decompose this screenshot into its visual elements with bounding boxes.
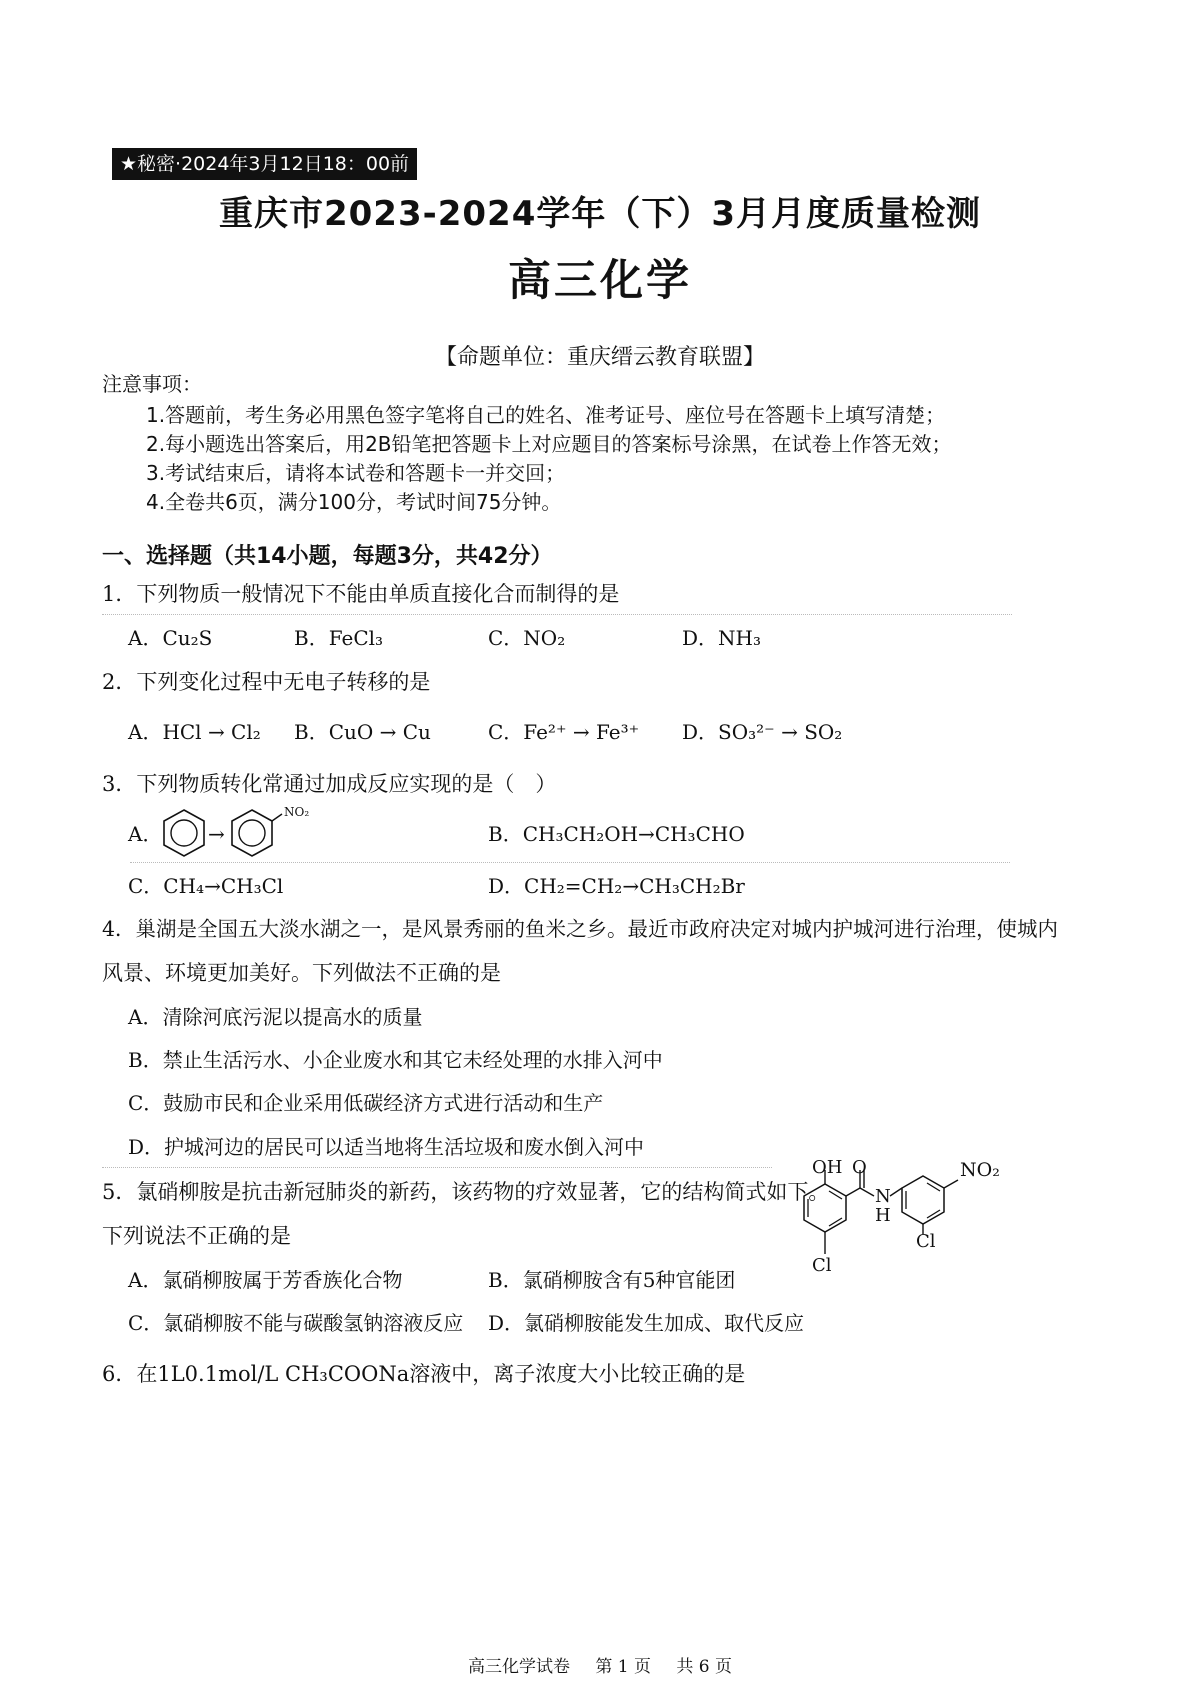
q5-option-a: A．氯硝柳胺属于芳香族化合物 [128, 1268, 403, 1292]
q1-option-b: B．FeCl₃ [294, 626, 384, 650]
q4-stem-line1: 4．巢湖是全国五大淡水湖之一，是风景秀丽的鱼米之乡。最近市政府决定对城内护城河进行治理，使城内 [102, 917, 1059, 941]
q1-stem: 1．下列物质一般情况下不能由单质直接化合而制得的是 [102, 582, 620, 606]
struct-oh-label: OH [812, 1157, 843, 1178]
q2-stem: 2．下列变化过程中无电子转移的是 [102, 670, 431, 694]
q5-option-c: C．氯硝柳胺不能与碳酸氢钠溶液反应 [128, 1311, 464, 1335]
q3-option-b: B．CH₃CH₂OH→CH₃CHO [488, 822, 745, 846]
section-heading: 一、选择题（共14小题，每题3分，共42分） [102, 544, 553, 569]
confidential-badge: ★秘密·2024年3月12日18：00前 [112, 148, 417, 180]
q3-option-a-label: A． [128, 822, 163, 846]
q3-nitro-group: NO₂ [284, 805, 310, 819]
footer-exam-name: 高三化学试卷 [467, 1657, 570, 1677]
subject-title: 高三化学 [508, 256, 692, 306]
q1-option-a: A．Cu₂S [128, 626, 213, 650]
struct-no2-label: NO₂ [960, 1159, 1000, 1181]
q5-option-b: B．氯硝柳胺含有5种官能团 [488, 1268, 736, 1292]
q3-stem: 3．下列物质转化常通过加成反应实现的是（ ） [102, 772, 557, 796]
q5-stem-line1: 5．氯硝柳胺是抗击新冠肺炎的新药，该药物的疗效显著，它的结构简式如下。 [102, 1180, 830, 1204]
q3-option-c: C．CH₄→CH₃Cl [128, 874, 284, 898]
footer-total-pages: 共 6 页 [676, 1657, 733, 1677]
page-footer [0, 1652, 1200, 1677]
q6-stem: 6．在1L0.1mol/L CH₃COONa溶液中，离子浓度大小比较正确的是 [102, 1362, 746, 1386]
divider [102, 1167, 772, 1168]
notice-item-4: 4.全卷共6页，满分100分，考试时间75分钟。 [146, 490, 562, 514]
notice-item-3: 3.考试结束后，请将本试卷和答题卡一并交回； [146, 461, 566, 485]
notice-item-2: 2.每小题选出答案后，用2B铅笔把答题卡上对应题目的答案标号涂黑，在试卷上作答无效； [146, 432, 952, 456]
benzene-ring-icon [160, 808, 208, 858]
q2-option-a: A．HCl → Cl₂ [128, 720, 261, 744]
q4-option-b: B．禁止生活污水、小企业废水和其它未经处理的水排入河中 [128, 1048, 663, 1072]
q4-option-c: C．鼓励市民和企业采用低碳经济方式进行活动和生产 [128, 1091, 604, 1115]
struct-cl-left-label: Cl [812, 1255, 832, 1276]
struct-cl-right-label: Cl [916, 1231, 936, 1252]
notice-item-1: 1.答题前，考生务必用黑色签字笔将自己的姓名、准考证号、座位号在答题卡上填写清楚； [146, 403, 946, 427]
q2-option-b: B．CuO → Cu [294, 720, 431, 744]
q4-stem-line2: 风景、环境更加美好。下列做法不正确的是 [102, 961, 501, 985]
q4-option-d: D．护城河边的居民可以适当地将生活垃圾和废水倒入河中 [128, 1135, 645, 1159]
divider [130, 862, 1010, 863]
q5-option-d: D．氯硝柳胺能发生加成、取代反应 [488, 1311, 805, 1335]
q5-stem-line2: 下列说法不正确的是 [102, 1224, 291, 1248]
q1-option-d: D．NH₃ [682, 626, 761, 650]
divider [102, 614, 1012, 615]
q3-arrow: → [208, 822, 225, 846]
struct-h-label: H [875, 1205, 891, 1226]
q3-option-d: D．CH₂=CH₂→CH₃CH₂Br [488, 874, 745, 898]
q2-option-d: D．SO₃²⁻ → SO₂ [682, 720, 843, 744]
struct-o-label: O [852, 1157, 867, 1178]
issuer-line: 【命题单位：重庆缙云教育联盟】 [434, 345, 765, 370]
notice-heading: 注意事项： [102, 372, 202, 396]
q4-option-a: A．清除河底污泥以提高水的质量 [128, 1005, 423, 1029]
struct-n-label: N [875, 1186, 891, 1207]
footer-page-number: 第 1 页 [595, 1657, 651, 1677]
q2-option-c: C．Fe²⁺ → Fe³⁺ [488, 720, 640, 744]
exam-title: 重庆市2023-2024学年（下）3月月度质量检测 [218, 194, 982, 234]
q1-option-c: C．NO₂ [488, 626, 566, 650]
